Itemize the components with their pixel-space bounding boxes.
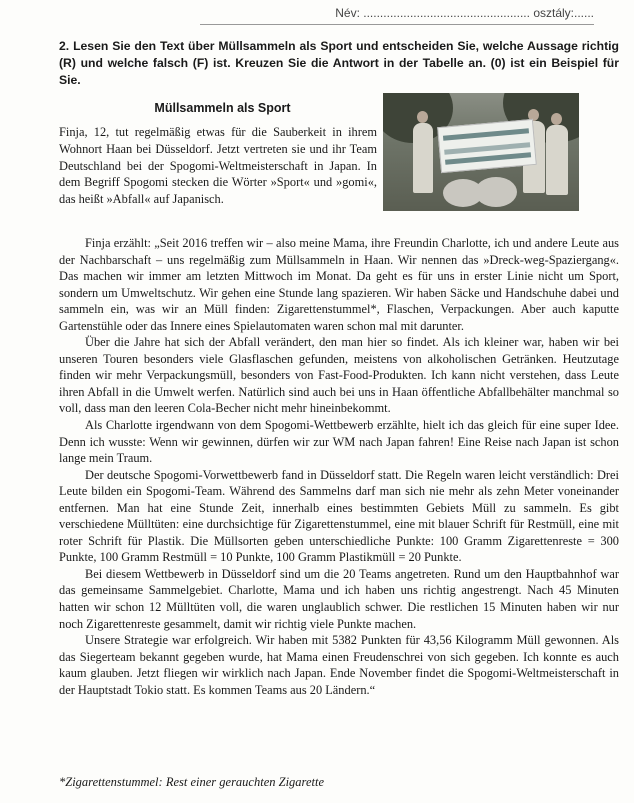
article-title: Müllsammeln als Sport [154,101,291,115]
article-intro [59,124,377,208]
paragraph-3: Als Charlotte irgendwann von dem Spogomi-Wettbewerb erzählte, hielt ich das gleich für eine super Idee. Denn ich wusste: Wenn wir gewinnen, dürfen wir zur WM nach Japan fahren! Eine Reise nach Japan ist schon lange mein Traum. [59,418,619,466]
paragraph-5: Bei diesem Wettbewerb in Düsseldorf sind um die 20 Teams angetreten. Rund um den Hauptbahnhof war das gemeinsame Sammelgebiet. Charlotte, Mama und ich haben uns richtig angestrengt. Nach 45 Minuten hatten wir schon 12 Mülltüten voll, die waren unglaublich schwer. Die restlichen 15 Minuten haben wir nur noch Zigarettenreste gesammelt, damit wir richtig viele Punkte machen. [59,566,619,631]
task-instruction: 2. Lesen Sie den Text über Müllsammeln als Sport und entscheiden Sie, welche Aussage richtig (R) und welche falsch (F) ist. Kreuzen Sie die Antwort in der Tabelle an. (0) ist ein Beispiel für Sie. [59,39,619,87]
intro-paragraph: Finja, 12, tut regelmäßig etwas für die Sauberkeit in ihrem Wohnort Haan bei Düsseldorf. Jetzt vertreten sie und ihr Team Deutschland bei der Spogomi-Weltmeisterschaft in Japan. In dem Begriff Spogomi stecken die Wörter »Sport« und »gomi«, das heißt »Abfall« auf Japanisch. [59,125,377,207]
paragraph-1: Finja erzählt: „Seit 2016 treffen wir – also meine Mama, ihre Freundin Charlotte, ich und andere Leute aus der Nachbarschaft – uns regelmäßig zum Müllsammeln in Haan. Wir nennen das »Dreck-weg-Spaziergang«. Das machen wir immer am letzten Mittwoch im Monat. Da geht es für uns in erster Linie nicht um Sport, sondern um Umweltschutz. Wir gehen eine Stunde lang spazieren. Wir haben Säcke und Handschuhe dabei und sammeln ein, was wir an Müll finden: Zigarettenstummel*, Flaschen, Verpackungen. Aber auch kaputte Gartenstühle oder das Innere eines Spielautomaten waren schon mal mit darunter. [59,236,619,333]
banner [437,119,537,173]
article-body [59,235,619,698]
class-label: osztály:...... [533,6,594,20]
paragraph-2: Über die Jahre hat sich der Abfall verändert, den man hier so findet. Als ich kleiner war, haben wir bei unseren Touren besonders viele Glasflaschen gefunden, meistens von alkoholischen Getränken. Heutzutage finden wir mehr Verpackungsmüll, besonders von Fast-Food-Produkten. Ich kann nicht verstehen, dass Leute ihren Abfall in die Umwelt werfen. Natürlich sind auch bei uns in Haan öffentliche Abfallbehälter manchmal so voll, dass man den leeren Cola-Becher nicht mehr hineinbekommt. [59,335,619,416]
name-dots: .................................................. [363,6,530,20]
footnote: *Zigarettenstummel: Rest einer gerauchten Zigarette [59,775,324,789]
name-label: Név: [335,6,360,20]
paragraph-4: Der deutsche Spogomi-Vorwettbewerb fand in Düsseldorf statt. Die Regeln waren leicht verständlich: Drei Leute bilden ein Spogomi-Team. Während des Sammelns darf man sich nie mehr als zehn Meter voneinander entfernen. Man hat eine Stunde Zeit, innerhalb eines bestimmten Gebiets Müll zu sammeln. Es gibt verschiedene Mülltüten: eine durchsichtige für Zigarettenstummel, eine mit blauer Schrift für Restmüll, eine mit roter Schrift für Plastik. Die Müllsorten geben unterschiedliche Punkte: 100 Gramm Zigarettenreste = 300 Punkte, 100 Gramm Restmüll = 10 Punkte, 100 Gramm Plastikmüll = 20 Punkte. [59,467,619,565]
article-photo [383,93,579,211]
name-class-line [200,6,594,25]
paragraph-6: Unsere Strategie war erfolgreich. Wir haben mit 5382 Punkten für 43,56 Kilogramm Müll gewonnen. Als das Siegerteam bekannt gegeben wurde, hat Mama einen Freudenschrei von sich gegeben. Ich konnte es auch kaum glauben. Jetzt fliegen wir wirklich nach Japan. Ende November findet die Spogomi-Weltmeisterschaft in der Hauptstadt Tokio statt. Es kommen Teams aus 20 Ländern.“ [59,633,619,697]
